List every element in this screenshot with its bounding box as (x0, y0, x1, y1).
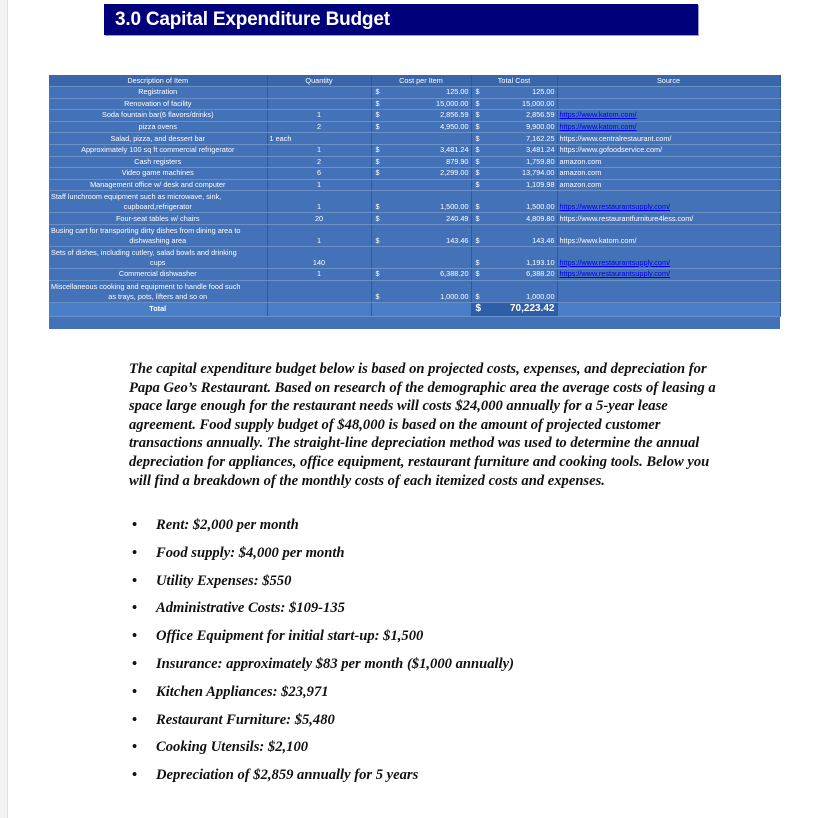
currency-symbol: $ (375, 213, 380, 223)
amount: 9,900.00 (526, 122, 555, 132)
source-cell (557, 168, 780, 180)
total-cost-cell (471, 110, 557, 122)
list-item-text: Administrative Costs: $109-135 (156, 600, 345, 617)
page-margin-bar (0, 0, 8, 818)
quantity-cell: 20 (267, 213, 371, 225)
description-cell: Registration (49, 87, 267, 99)
currency-symbol: $ (475, 87, 480, 97)
bullet-icon: • (132, 628, 138, 645)
amount: 1,000.00 (526, 291, 555, 301)
list-item-text: Office Equipment for initial start-up: $1,500 (156, 628, 424, 645)
description-line-1: Busing cart for transporting dirty dishes from dining area to (51, 225, 241, 235)
total-cost-cell (471, 144, 557, 156)
table-row (49, 121, 780, 133)
source-link[interactable]: https://www.restaurantsupply.com/ (559, 202, 671, 212)
list-item (129, 709, 514, 737)
quantity-cell: 140 (267, 246, 371, 268)
list-item-text: Insurance: approximately $83 per month ($1,000 annually) (156, 655, 514, 672)
table-row (49, 144, 780, 156)
currency-symbol: $ (375, 235, 380, 245)
total-cost-cell (471, 133, 557, 145)
total-cost-cell (471, 246, 557, 268)
table-header-row (49, 75, 780, 87)
amount: 2,856.59 (440, 110, 469, 120)
cost-per-item-cell (371, 121, 471, 133)
currency-symbol: $ (375, 145, 380, 155)
amount: 1,193.10 (526, 257, 555, 267)
total-cost-cell (471, 156, 557, 168)
source-cell (557, 133, 780, 145)
list-item-text: Rent: $2,000 per month (156, 517, 299, 533)
currency-symbol: $ (475, 156, 480, 166)
currency-symbol: $ (375, 122, 380, 132)
description-line-1: Miscellaneous cooking and equipment to handle food such (51, 281, 241, 291)
list-item (129, 597, 514, 625)
total-cost-cell (471, 121, 557, 133)
description-cell: Soda fountain bar(6 flavors/drinks) (49, 110, 267, 122)
table-row (49, 87, 780, 99)
currency-symbol: $ (475, 133, 480, 143)
amount: 143.46 (446, 235, 469, 245)
list-item-text: Food supply: $4,000 per month (156, 544, 345, 561)
list-item (129, 764, 514, 792)
quantity-cell: 1 (267, 179, 371, 191)
amount: 7,162.25 (526, 133, 555, 143)
bullet-icon: • (132, 767, 138, 784)
currency-symbol: $ (475, 180, 480, 190)
table-row (49, 133, 780, 145)
total-cost-cell (471, 268, 557, 280)
quantity-cell (267, 280, 371, 302)
total-cost-cell (471, 191, 557, 213)
description-cell (49, 191, 267, 213)
cost-per-item-cell (371, 224, 471, 246)
description-cell: Four-seat tables w/ chairs (49, 213, 267, 225)
list-item-text: Cooking Utensils: $2,100 (156, 739, 309, 756)
total-label: Total (49, 302, 267, 316)
total-empty-cost (371, 302, 471, 316)
cost-per-item-cell (371, 144, 471, 156)
currency-symbol: $ (475, 110, 480, 120)
bullet-icon: • (132, 711, 138, 728)
quantity-cell: 1 (267, 191, 371, 213)
description-line-2: cupboard,refrigerator (123, 202, 192, 212)
source-text: amazon.com (559, 156, 602, 166)
amount: 125.00 (532, 87, 555, 97)
table-row (49, 224, 780, 246)
description-cell: Renovation of facility (49, 98, 267, 110)
list-item-text: Utility Expenses: $550 (156, 572, 292, 589)
bullet-icon: • (132, 739, 138, 756)
currency-symbol: $ (375, 87, 380, 97)
total-cost-cell (471, 87, 557, 99)
quantity-cell: 1 (267, 144, 371, 156)
cost-per-item-cell (371, 156, 471, 168)
currency-symbol: $ (475, 145, 480, 155)
amount: 1,500.00 (440, 202, 469, 212)
table-row (49, 156, 780, 168)
cost-per-item-cell (371, 280, 471, 302)
quantity-cell: 1 (267, 268, 371, 280)
table-row (49, 246, 780, 268)
currency-symbol: $ (475, 213, 480, 223)
bullet-icon: • (132, 517, 138, 533)
quantity-cell (267, 98, 371, 110)
amount: 4,950.00 (440, 122, 469, 132)
list-item-text: Kitchen Appliances: $23,971 (156, 683, 329, 700)
description-cell: Cash registers (49, 156, 267, 168)
header-total-cost: Total Cost (471, 75, 557, 87)
table-row (49, 168, 780, 180)
description-line-1: Sets of dishes, including cutlery, salad bowls and drinking (51, 247, 237, 257)
currency-symbol: $ (375, 269, 380, 279)
source-text: amazon.com (559, 180, 602, 190)
amount: 3,481.24 (440, 145, 469, 155)
currency-symbol: $ (475, 269, 480, 279)
source-cell (557, 213, 780, 225)
currency-symbol: $ (475, 98, 480, 108)
quantity-cell: 6 (267, 168, 371, 180)
cost-per-item-cell (371, 168, 471, 180)
total-empty-source (557, 302, 780, 316)
currency-symbol: $ (475, 168, 480, 178)
section-title-bar (104, 4, 698, 35)
description-line-2: as trays, pots, lifters and so on (108, 291, 208, 301)
source-cell (557, 110, 780, 122)
bullet-icon: • (132, 655, 138, 672)
amount: 125.00 (446, 87, 469, 97)
list-item (129, 514, 514, 542)
description-cell (49, 280, 267, 302)
bullet-icon: • (132, 572, 138, 589)
source-cell (557, 98, 780, 110)
source-cell (557, 246, 780, 268)
amount: 879.90 (446, 156, 469, 166)
list-item (129, 625, 514, 653)
quantity-cell: 1 (267, 110, 371, 122)
table-row (49, 191, 780, 213)
amount: 15,000.00 (436, 98, 469, 108)
description-cell (49, 246, 267, 268)
currency-symbol: $ (375, 98, 380, 108)
amount: 2,299.00 (440, 168, 469, 178)
currency-symbol: $ (475, 291, 480, 301)
cost-per-item-cell (371, 87, 471, 99)
table-row (49, 98, 780, 110)
quantity-cell: 1 (267, 224, 371, 246)
amount: 1,000.00 (440, 291, 469, 301)
amount: 3,481.24 (526, 145, 555, 155)
quantity-cell: 2 (267, 156, 371, 168)
description-cell: Management office w/ desk and computer (49, 179, 267, 191)
list-item (129, 736, 514, 764)
source-link[interactable]: https://www.katom.com/ (559, 110, 637, 120)
source-text: amazon.com (559, 168, 602, 178)
currency-symbol: $ (375, 202, 380, 212)
source-link[interactable]: https://www.restaurantsupply.com/ (559, 269, 671, 279)
description-line-1: Staff lunchroom equipment such as microwave, sink, (51, 192, 222, 202)
cost-per-item-cell (371, 133, 471, 145)
monthly-costs-list (129, 514, 514, 792)
amount: 143.46 (532, 235, 555, 245)
description-line-2: dishwashing area (129, 235, 187, 245)
total-value-cell (471, 302, 557, 316)
budget-description-paragraph: The capital expenditure budget below is based on projected costs, expenses, and depreciation for Papa Geo’s Restaurant. Based on research of the demographic area the average costs of leasing a space large enough for the restaurant needs will costs $24,000 annually for a 5-year lease agreement. Food supply budget of $48,000 is based on the amount of projected customer transactions annually. The straight-line depreciation method was used to determine the annual depreciation for appliances, office equipment, restaurant furniture and cooking tools. Below you will find a breakdown of the monthly costs of each itemized costs and expenses. (129, 361, 716, 489)
amount: 2,856.59 (526, 110, 555, 120)
cost-per-item-cell (371, 213, 471, 225)
description-cell: Approximately 100 sq ft commercial refrigerator (49, 144, 267, 156)
source-cell (557, 179, 780, 191)
source-cell (557, 121, 780, 133)
cost-per-item-cell (371, 98, 471, 110)
total-cost-cell (471, 280, 557, 302)
currency-symbol: $ (375, 168, 380, 178)
header-source: Source (557, 75, 780, 87)
bullet-icon: • (132, 600, 138, 617)
amount: 6,388.20 (526, 269, 555, 279)
amount: 240.49 (446, 213, 469, 223)
amount: 6,388.20 (440, 269, 469, 279)
source-cell (557, 224, 780, 246)
currency-symbol: $ (375, 156, 380, 166)
total-row (49, 302, 780, 316)
bullet-icon: • (132, 683, 138, 700)
description-cell: Video game machines (49, 168, 267, 180)
list-item (129, 542, 514, 570)
budget-table (49, 75, 780, 329)
currency-symbol: $ (475, 303, 482, 315)
total-cost-cell (471, 224, 557, 246)
list-item-text: Restaurant Furniture: $5,480 (156, 711, 335, 728)
currency-symbol: $ (475, 122, 480, 132)
total-cost-cell (471, 98, 557, 110)
source-cell (557, 280, 780, 302)
table-row (49, 110, 780, 122)
table-row (49, 179, 780, 191)
amount: 15,000.00 (522, 98, 555, 108)
source-cell (557, 144, 780, 156)
description-line-2: cups (150, 257, 166, 267)
source-text: https://www.restaurantfurniture4less.com/ (559, 213, 694, 223)
cost-per-item-cell (371, 110, 471, 122)
currency-symbol: $ (375, 110, 380, 120)
cost-per-item-cell (371, 268, 471, 280)
total-empty-qty (267, 302, 371, 316)
amount: 4,809.80 (526, 213, 555, 223)
amount: 70,223.42 (510, 303, 555, 315)
description-cell: Commercial dishwasher (49, 268, 267, 280)
table-row (49, 268, 780, 280)
list-item (129, 653, 514, 681)
cost-per-item-cell (371, 246, 471, 268)
list-item-text: Depreciation of $2,859 annually for 5 years (156, 767, 419, 784)
source-cell (557, 156, 780, 168)
source-cell (557, 191, 780, 213)
cost-per-item-cell (371, 191, 471, 213)
source-cell (557, 87, 780, 99)
description-cell: Salad, pizza, and dessert bar (49, 133, 267, 145)
currency-symbol: $ (375, 291, 380, 301)
total-cost-cell (471, 213, 557, 225)
header-description: Description of Item (49, 75, 267, 87)
bullet-icon: • (132, 544, 138, 561)
list-item (129, 570, 514, 598)
list-item (129, 681, 514, 709)
amount: 1,500.00 (526, 202, 555, 212)
amount: 1,759.80 (526, 156, 555, 166)
source-cell (557, 268, 780, 280)
table-row (49, 280, 780, 302)
total-cost-cell (471, 179, 557, 191)
currency-symbol: $ (475, 257, 480, 267)
source-text: https://www.centralrestaurant.com/ (559, 133, 672, 143)
amount: 1,109.98 (526, 180, 555, 190)
description-cell: pizza ovens (49, 121, 267, 133)
source-text: https://www.katom.com/ (559, 235, 637, 245)
section-title: 3.0 Capital Expenditure Budget (115, 9, 390, 30)
source-text: https://www.gofoodservice.com/ (559, 145, 663, 155)
source-link[interactable]: https://www.restaurantsupply.com/ (559, 257, 671, 267)
header-quantity: Quantity (267, 75, 371, 87)
total-cost-cell (471, 168, 557, 180)
cost-per-item-cell (371, 179, 471, 191)
table-row (49, 213, 780, 225)
amount: 13,794.00 (522, 168, 555, 178)
quantity-cell: 1 each (267, 133, 371, 145)
header-cost-per-item: Cost per Item (371, 75, 471, 87)
currency-symbol: $ (475, 202, 480, 212)
source-link[interactable]: https://www.katom.com/ (559, 122, 637, 132)
quantity-cell (267, 87, 371, 99)
quantity-cell: 2 (267, 121, 371, 133)
currency-symbol: $ (475, 235, 480, 245)
description-cell (49, 224, 267, 246)
